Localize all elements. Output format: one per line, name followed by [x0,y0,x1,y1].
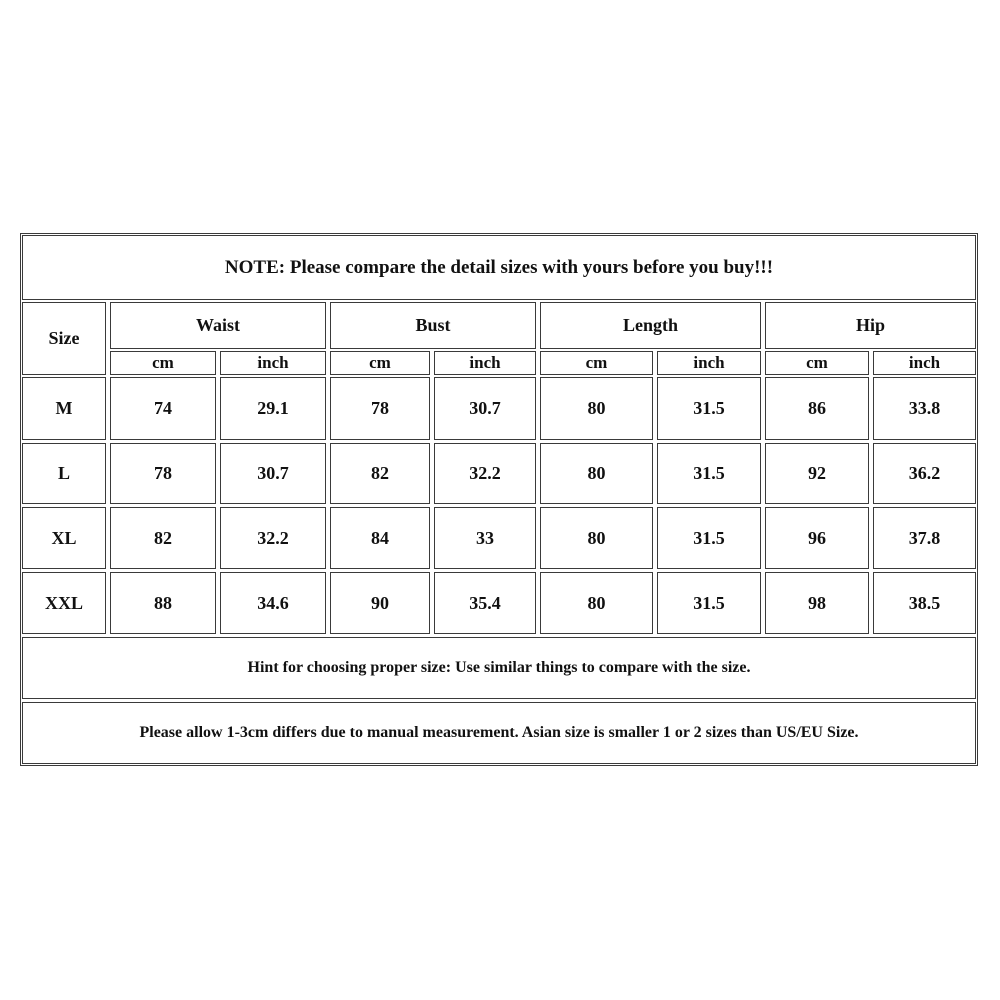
size-label: XL [51,527,77,548]
cell-value: 31.5 [693,398,725,418]
size-cell [22,443,106,504]
cell-value: 74 [154,398,172,418]
cell-value: 34.6 [257,592,289,613]
cell-value: 38.5 [908,592,941,613]
unit-label: cm [152,353,174,372]
unit-label: inch [693,353,725,372]
cell-value: 88 [154,592,172,613]
cell-value: 80 [587,527,606,548]
table-cell [330,377,430,440]
table-cell [765,572,869,634]
unit-label: cm [806,353,828,372]
table-cell [657,443,761,504]
table-cell [434,572,536,634]
table-cell [873,443,976,504]
cell-value: 30.7 [469,398,501,418]
cell-value: 35.4 [469,592,501,613]
unit-label: cm [585,353,608,372]
group-header-label: Waist [195,315,240,335]
group-header-bust [330,302,536,349]
unit-header [110,351,216,375]
table-cell [110,377,216,440]
size-cell [22,377,106,440]
cell-value: 31.5 [693,463,725,483]
unit-header [873,351,976,375]
cell-value: 82 [154,527,172,548]
table-cell [434,443,536,504]
cell-value: 92 [808,463,826,483]
group-header-label: Length [622,315,678,335]
table-cell [657,572,761,634]
table-cell [765,377,869,440]
table-cell [873,507,976,569]
unit-header [657,351,761,375]
size-label: L [57,463,70,483]
disclaimer-text: Please allow 1-3cm differs due to manual measurement. Asian size is smaller 1 or 2 sizes than US/EU Size. [139,724,859,741]
cell-value: 80 [587,398,606,418]
table-cell [873,572,976,634]
cell-value: 33.8 [908,398,941,418]
table-cell [330,507,430,569]
table-cell [330,572,430,634]
table-cell [434,377,536,440]
cell-value: 29.1 [257,398,289,418]
unit-header [434,351,536,375]
table-cell [110,443,216,504]
cell-value: 31.5 [693,592,725,613]
cell-value: 32.2 [257,527,289,548]
unit-header [540,351,653,375]
group-header-label: Bust [415,315,451,335]
table-cell [220,443,326,504]
cell-value: 84 [371,527,389,548]
size-cell [22,572,106,634]
unit-label: inch [908,353,941,372]
cell-value: 78 [154,463,172,483]
cell-value: 33 [476,527,494,548]
table-cell [873,377,976,440]
cell-value: 96 [808,527,826,548]
table-cell [765,443,869,504]
hint-text: Hint for choosing proper size: Use similar things to compare with the size. [247,659,751,676]
group-header-label: Hip [855,315,885,335]
note-text: NOTE: Please compare the detail sizes with yours before you buy!!! [224,256,774,278]
size-label: M [55,398,73,418]
cell-value: 80 [587,592,606,613]
cell-value: 31.5 [693,527,725,548]
table-cell [765,507,869,569]
unit-header [330,351,430,375]
table-cell [220,507,326,569]
note-banner [22,235,976,300]
group-header-hip [765,302,976,349]
table-cell [540,443,653,504]
cell-value: 86 [808,398,826,418]
cell-value: 37.8 [908,527,941,548]
cell-value: 36.2 [908,463,941,483]
cell-value: 98 [808,592,826,613]
size-cell [22,507,106,569]
group-header-waist [110,302,326,349]
table-cell [540,377,653,440]
table-cell [110,507,216,569]
cell-value: 32.2 [469,463,501,483]
disclaimer-row [22,702,976,764]
unit-header [220,351,326,375]
cell-value: 30.7 [257,463,289,483]
unit-header [765,351,869,375]
table-cell [657,507,761,569]
cell-value: 80 [587,463,606,483]
hint-row [22,637,976,699]
table-cell [330,443,430,504]
group-header-length [540,302,761,349]
table-cell [540,572,653,634]
table-cell [220,377,326,440]
cell-value: 82 [371,463,389,483]
table-cell [220,572,326,634]
unit-label: cm [369,353,391,372]
unit-label: inch [257,353,289,372]
table-cell [657,377,761,440]
unit-label: inch [469,353,501,372]
table-cell [434,507,536,569]
table-cell [540,507,653,569]
cell-value: 78 [371,398,389,418]
size-header-label: Size [48,328,80,348]
table-cell [110,572,216,634]
size-header [22,302,106,375]
cell-value: 90 [371,592,389,613]
size-label: XXL [44,592,83,613]
